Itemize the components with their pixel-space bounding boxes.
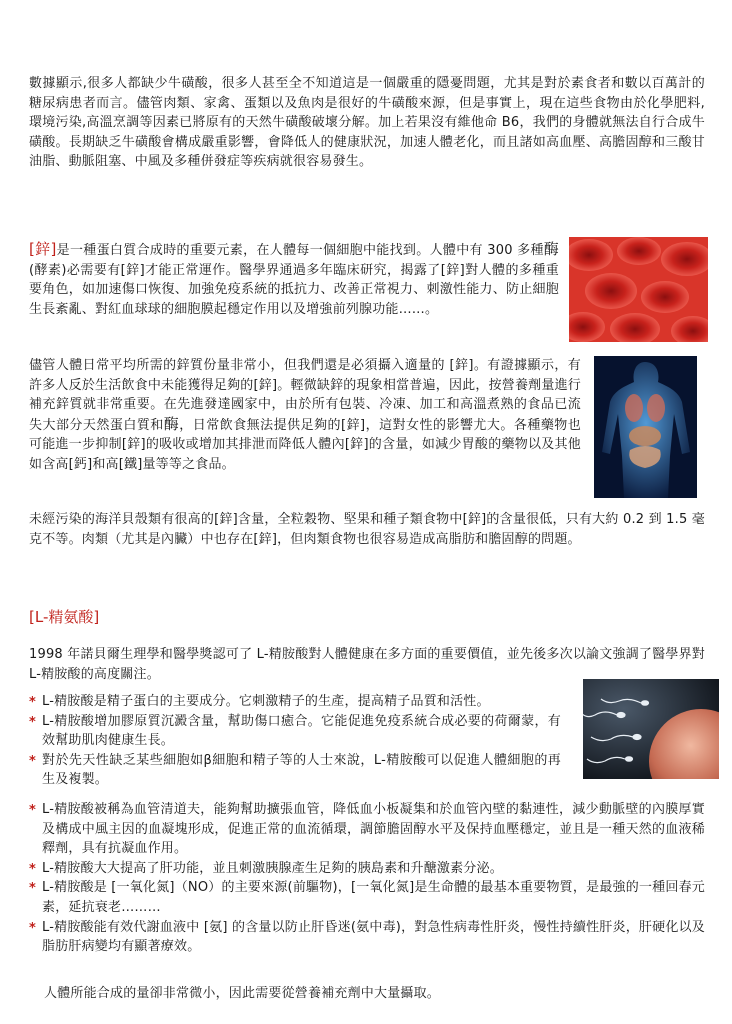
arginine-bullets-bottom xyxy=(29,800,705,957)
arginine-bullets-top xyxy=(29,692,561,790)
list-item: * L-精胺酸是 [一氧化氮]（NO）的主要來源(前驅物)，[一氧化氮]是生命體的最基本重要物質，是最強的一種回春元素，延抗衰老……… xyxy=(29,878,705,917)
closing-paragraph: 人體所能合成的量卻非常微小，因此需要從營養補充劑中大量攝取。 xyxy=(44,986,441,1001)
arginine-intro: 1998 年諾貝爾生理學和醫學獎認可了 L-精胺酸對人體健康在多方面的重要價值，並先後多次以論文強調了醫學界對 L-精胺酸的高度關注。 xyxy=(29,647,705,682)
arginine-heading: [L-精氨酸] xyxy=(29,608,100,626)
list-item: * L-精胺酸增加膠原質沉澱含量，幫助傷口癒合。它能促進免疫系統合成必要的荷爾蒙，有效幫助肌肉健康生長。 xyxy=(29,712,561,751)
list-item: * 對於先天性缺乏某些細胞如β細胞和精子等的人士來說，L-精胺酸可以促進人體細胞的再生及複製。 xyxy=(29,751,561,790)
list-item: * L-精胺酸能有效代謝血液中 [氨] 的含量以防止肝昏迷(氨中毒)，對急性病毒性肝炎，慢性持續性肝炎，肝硬化以及脂肪肝病變均有顯著療效。 xyxy=(29,918,705,957)
red-blood-cells-image xyxy=(569,237,708,342)
list-item: * L-精胺酸被稱為血管清道夫，能夠幫助擴張血管，降低血小板凝集和於血管內壁的黏連性，減少動脈壁的內膜厚實及構成中風主因的血凝塊形成，促進正常的血流循環，調節膽固醇水平及保持血壓穩定，並且是一種天然的血液稀釋劑，具有抗凝血作用。 xyxy=(29,800,705,859)
zinc-heading: [鋅] xyxy=(29,240,57,258)
zinc-paragraph-2: 儘管人體日常平均所需的鋅質份量非常小，但我們還是必須攝入適量的 [鋅]。有證據顯示，有許多人反於生活飲食中未能獲得足夠的[鋅]。輕微缺鋅的現象相當普遍，因此，按營養劑量進行補充鋅質就非常重要。在先進發達國家中，由於所有包裝、冷凍、加工和高溫煮熟的食品已流失大部分天然蛋白質和酶，日常飲食無法提供足夠的[鋅]，這對女性的影響尤大。各種藥物也可能進一步抑制[鋅]的吸收或增加其排泄而降低人體內[鋅]的含量，如減少胃酸的藥物以及其他如含高[鈣]和高[鐵]量等等之食品。 xyxy=(29,358,581,472)
list-item: * L-精胺酸是精子蛋白的主要成分。它刺激精子的生產，提高精子品質和活性。 xyxy=(29,692,561,712)
sperm-egg-image xyxy=(583,679,719,779)
zinc-paragraph-3: 未經污染的海洋貝殼類有很高的[鋅]含量，全粒穀物、堅果和種子類食物中[鋅]的含量很低，只有大約 0.2 到 1.5 毫克不等。肉類（尤其是內臟）中也存在[鋅]，但肉類食物也很容易造成高脂肪和膽固醇的問題。 xyxy=(29,512,705,547)
zinc-paragraph-1: [鋅]是一種蛋白質合成時的重要元素，在人體每一個細胞中能找到。人體中有 300 多種酶(酵素)必需要有[鋅]才能正常運作。醫學界通過多年臨床研究，揭露了[鋅]對人體的多種重要角色，如加速傷口恢復、加強免疫系統的抵抗力、改善正常視力、刺激性能力、防止細胞生長紊亂、對紅血球球的細胞膜起穩定作用以及增強前列腺功能……。 xyxy=(29,240,559,317)
human-anatomy-image xyxy=(594,356,697,498)
taurine-paragraph: 數據顯示,很多人都缺少牛磺酸，很多人甚至全不知道這是一個嚴重的隱憂問題，尤其是對於素食者和數以百萬計的糖尿病患者而言。儘管肉類、家禽、蛋類以及魚肉是很好的牛磺酸來源，但是事實上，現在這些食物由於化學肥料,環境污染,高溫烹調等因素已將原有的天然牛磺酸破壞分解。加上若果沒有維他命 B6，我們的身體就無法自行合成牛磺酸。長期缺乏牛磺酸會構成嚴重影響，會降低人的健康狀況，加速人體老化，而且諸如高血壓、高膽固醇和三酸甘油脂、動脈阻塞、中風及多種併發症等疾病就很容易發生。 xyxy=(29,76,705,170)
list-item: * L-精胺酸大大提高了肝功能，並且刺激胰腺產生足夠的胰島素和升醣激素分泌。 xyxy=(29,859,705,879)
